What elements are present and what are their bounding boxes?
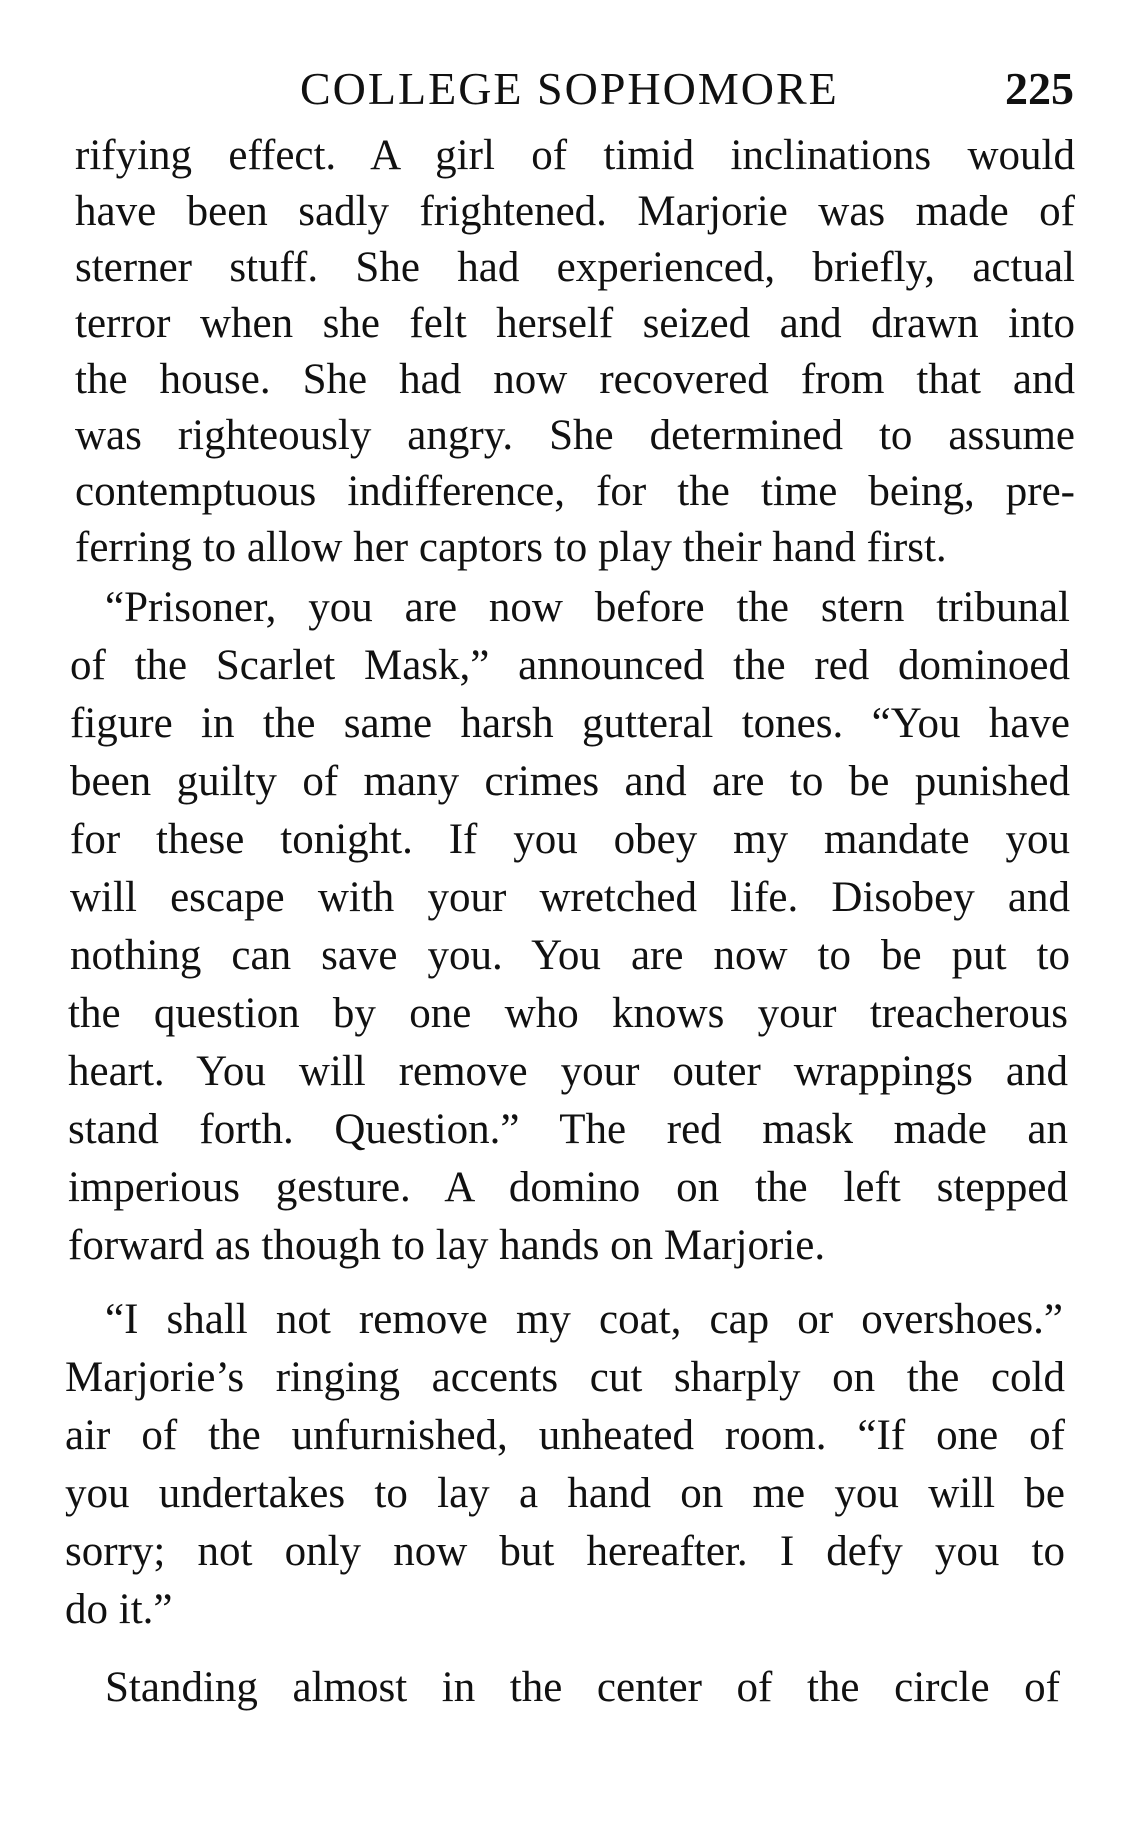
- text-line: imperious gesture. A domino on the left stepped: [68, 1164, 1068, 1211]
- text-line: the question by one who knows your treacherous: [68, 990, 1068, 1037]
- text-line: nothing can save you. You are now to be put to: [70, 932, 1070, 979]
- text-line: rifying effect. A girl of timid inclinations would: [75, 132, 1075, 179]
- text-line: stand forth. Question.” The red mask made an: [68, 1106, 1068, 1153]
- text-line: sorry; not only now but hereafter. I defy you to: [65, 1528, 1065, 1575]
- text-line: of the Scarlet Mask,” announced the red dominoed: [70, 642, 1070, 689]
- text-line: heart. You will remove your outer wrappings and: [68, 1048, 1068, 1095]
- text-line: for these tonight. If you obey my mandate you: [70, 816, 1070, 863]
- running-head: [0, 62, 1143, 118]
- text-line: “Prisoner, you are now before the stern tribunal: [105, 584, 1070, 631]
- running-head-title: COLLEGE SOPHOMORE: [300, 63, 839, 114]
- text-line: do it.”: [65, 1586, 173, 1633]
- text-line: contemptuous indifference, for the time being, pre-: [75, 468, 1075, 515]
- text-line: Standing almost in the center of the circle of: [105, 1664, 1060, 1711]
- text-line: forward as though to lay hands on Marjorie.: [68, 1222, 826, 1269]
- text-line: will escape with your wretched life. Disobey and: [70, 874, 1070, 921]
- text-line: ferring to allow her captors to play their hand first.: [75, 524, 947, 571]
- text-line: air of the unfurnished, unheated room. “If one of: [65, 1412, 1065, 1459]
- text-line: have been sadly frightened. Marjorie was made of: [75, 188, 1075, 235]
- text-line: the house. She had now recovered from that and: [75, 356, 1075, 403]
- text-line: figure in the same harsh gutteral tones. “You have: [70, 700, 1070, 747]
- text-line: “I shall not remove my coat, cap or overshoes.”: [105, 1296, 1063, 1343]
- text-line: been guilty of many crimes and are to be punished: [70, 758, 1070, 805]
- text-line: terror when she felt herself seized and drawn into: [75, 300, 1075, 347]
- page-number: 225: [1005, 63, 1074, 114]
- text-line: you undertakes to lay a hand on me you will be: [65, 1470, 1065, 1517]
- text-line: sterner stuff. She had experienced, briefly, actual: [75, 244, 1075, 291]
- text-line: was righteously angry. She determined to assume: [75, 412, 1075, 459]
- text-line: Marjorie’s ringing accents cut sharply on the cold: [65, 1354, 1065, 1401]
